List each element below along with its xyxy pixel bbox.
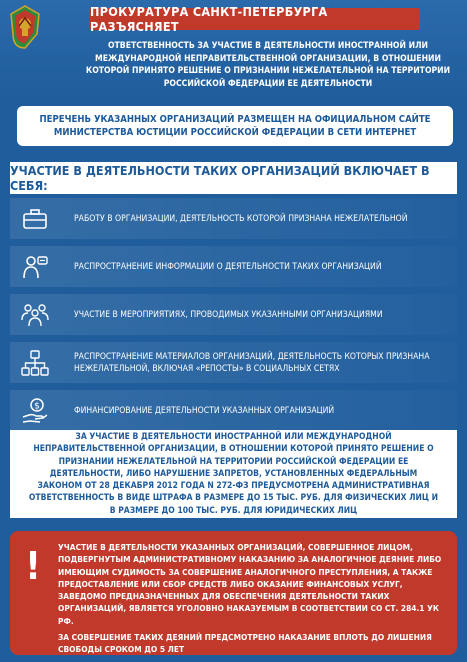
list-item [10, 246, 457, 287]
prosecutor-emblem-icon [8, 4, 42, 50]
list-item [10, 294, 457, 335]
briefcase-icon [10, 198, 60, 239]
criminal-liability-box [10, 531, 457, 655]
administrative-penalty-text: ЗА УЧАСТИЕ В ДЕЯТЕЛЬНОСТИ ИНОСТРАННОЙ ИЛИ МЕЖДУНАРОДНОЙ НЕПРАВИТЕЛЬСТВЕННОЙ ОРГАНИЗАЦИИ, В ОТНОШЕНИИ КОТОРОЙ ПРИНЯТО РЕШЕНИЕ О ПРИЗНАНИИ НЕЖЕЛАТЕЛЬНОЙ НА ТЕРРИТОРИИ РОССИЙСКОЙ ФЕДЕРАЦИИ ЕЕ ДЕЯТЕЛЬНОСТИ, ЛИБО НАРУШЕНИЕ ЗАПРЕТОВ, УСТАНОВЛЕННЫХ ФЕДЕРАЛЬНЫМ ЗАКОНОМ ОТ 28 ДЕКАБРЯ 2012 ГОДА N 272-ФЗ ПРЕДУСМОТРЕНА АДМИНИСТРАТИВНАЯ ОТВЕТСТВЕННОСТЬ В ВИДЕ ШТРАФА В РАЗМЕРЕ ДО 15 ТЫС. РУБ. ДЛЯ ФИЗИЧЕСКИХ ЛИЦ И В РАЗМЕРЕ ДО 100 ТЫС. РУБ. ДЛЯ ЮРИДИЧЕСКИХ ЛИЦ [10, 430, 457, 518]
exclamation-icon: ! [25, 544, 41, 588]
criminal-liability-text: УЧАСТИЕ В ДЕЯТЕЛЬНОСТИ УКАЗАННЫХ ОРГАНИЗАЦИЙ, СОВЕРШЕННОЕ ЛИЦОМ, ПОДВЕРГНУТЫМ АДМИНИСТРАТИВНОМУ НАКАЗАНИЮ ЗА АНАЛОГИЧНОЕ ДЕЯНИЕ ЛИБО ИМЕЮЩИМ СУДИМОСТЬ ЗА СОВЕРШЕНИЕ АНАЛОГИЧНОГО ПРЕСТУПЛЕНИЯ, А ТАКЖЕ ПРЕДОСТАВЛЕНИЕ ИЛИ СБОР СРЕДСТВ ЛИБО ОКАЗАНИЕ ФИНАНСОВЫХ УСЛУГ, ЗАВЕДОМО ПРЕДНАЗНАЧЕННЫХ ДЛЯ ОБЕСПЕЧЕНИЯ ДЕЯТЕЛЬНОСТИ ТАКИХ ОРГАНИЗАЦИЙ, ЯВЛЯЕТСЯ УГОЛОВНО НАКАЗУЕМЫМ В СООТВЕТСТВИИ СО СТ. 284.1 УК РФ. [58, 542, 442, 626]
activity-list [10, 198, 457, 438]
list-item [10, 390, 457, 431]
list-item [10, 342, 457, 383]
money-hand-icon [10, 390, 60, 431]
meeting-icon [10, 294, 60, 335]
speaker-icon [10, 246, 60, 287]
list-item-text: ФИНАНСИРОВАНИЕ ДЕЯТЕЛЬНОСТИ УКАЗАННЫХ ОРГАНИЗАЦИЙ [74, 405, 335, 416]
list-item-text: УЧАСТИЕ В МЕРОПРИЯТИЯХ, ПРОВОДИМЫХ УКАЗАННЫМИ ОРГАНИЗАЦИЯМИ [74, 309, 383, 320]
svg-text:$: $ [34, 401, 40, 411]
lead-text: ОТВЕТСТВЕННОСТЬ ЗА УЧАСТИЕ В ДЕЯТЕЛЬНОСТИ ИНОСТРАННОЙ ИЛИ МЕЖДУНАРОДНОЙ НЕПРАВИТЕЛЬСТВЕННОЙ ОРГАНИЗАЦИИ, В ОТНОШЕНИИ КОТОРОЙ ПРИНЯТО РЕШЕНИЕ О ПРИЗНАНИИ НЕЖЕЛАТЕЛЬНОЙ НА ТЕРРИТОРИИ РОССИЙСКОЙ ФЕДЕРАЦИИ ЕЕ ДЕЯТЕЛЬНОСТИ [85, 41, 451, 89]
list-item-text: РАБОТУ В ОРГАНИЗАЦИИ, ДЕЯТЕЛЬНОСТЬ КОТОРОЙ ПРИЗНАНА НЕЖЕЛАТЕЛЬНОЙ [74, 213, 408, 224]
list-item [10, 198, 457, 239]
list-item-text: РАСПРОСТРАНЕНИЕ ИНФОРМАЦИИ О ДЕЯТЕЛЬНОСТИ ТАКИХ ОРГАНИЗАЦИЙ [74, 261, 382, 272]
notice-box: ПЕРЕЧЕНЬ УКАЗАННЫХ ОРГАНИЗАЦИЙ РАЗМЕЩЕН НА ОФИЦИАЛЬНОМ САЙТЕ МИНИСТЕРСТВА ЮСТИЦИИ РОССИЙСКОЙ ФЕДЕРАЦИИ В СЕТИ ИНТЕРНЕТ [17, 106, 453, 146]
network-icon [10, 342, 60, 383]
criminal-penalty-text: ЗА СОВЕРШЕНИЕ ТАКИХ ДЕЯНИЙ ПРЕДСМОТРЕНО НАКАЗАНИЕ ВПЛОТЬ ДО ЛИШЕНИЯ СВОБОДЫ СРОКОМ ДО 5 ЛЕТ [58, 632, 432, 655]
list-item-text: РАСПРОСТРАНЕНИЕ МАТЕРИАЛОВ ОРГАНИЗАЦИЙ, ДЕЯТЕЛЬНОСТЬ КОТОРЫХ ПРИЗНАНА НЕЖЕЛАТЕЛЬНОЙ, ВКЛЮЧАЯ «РЕПОСТЫ» В СОЦИАЛЬНЫХ СЕТЯХ [74, 351, 430, 374]
section-title: УЧАСТИЕ В ДЕЯТЕЛЬНОСТИ ТАКИХ ОРГАНИЗАЦИЙ ВКЛЮЧАЕТ В СЕБЯ: [10, 162, 457, 194]
page-title: ПРОКУРАТУРА САНКТ-ПЕТЕРБУРГА РАЗЪЯСНЯЕТ [90, 8, 420, 30]
